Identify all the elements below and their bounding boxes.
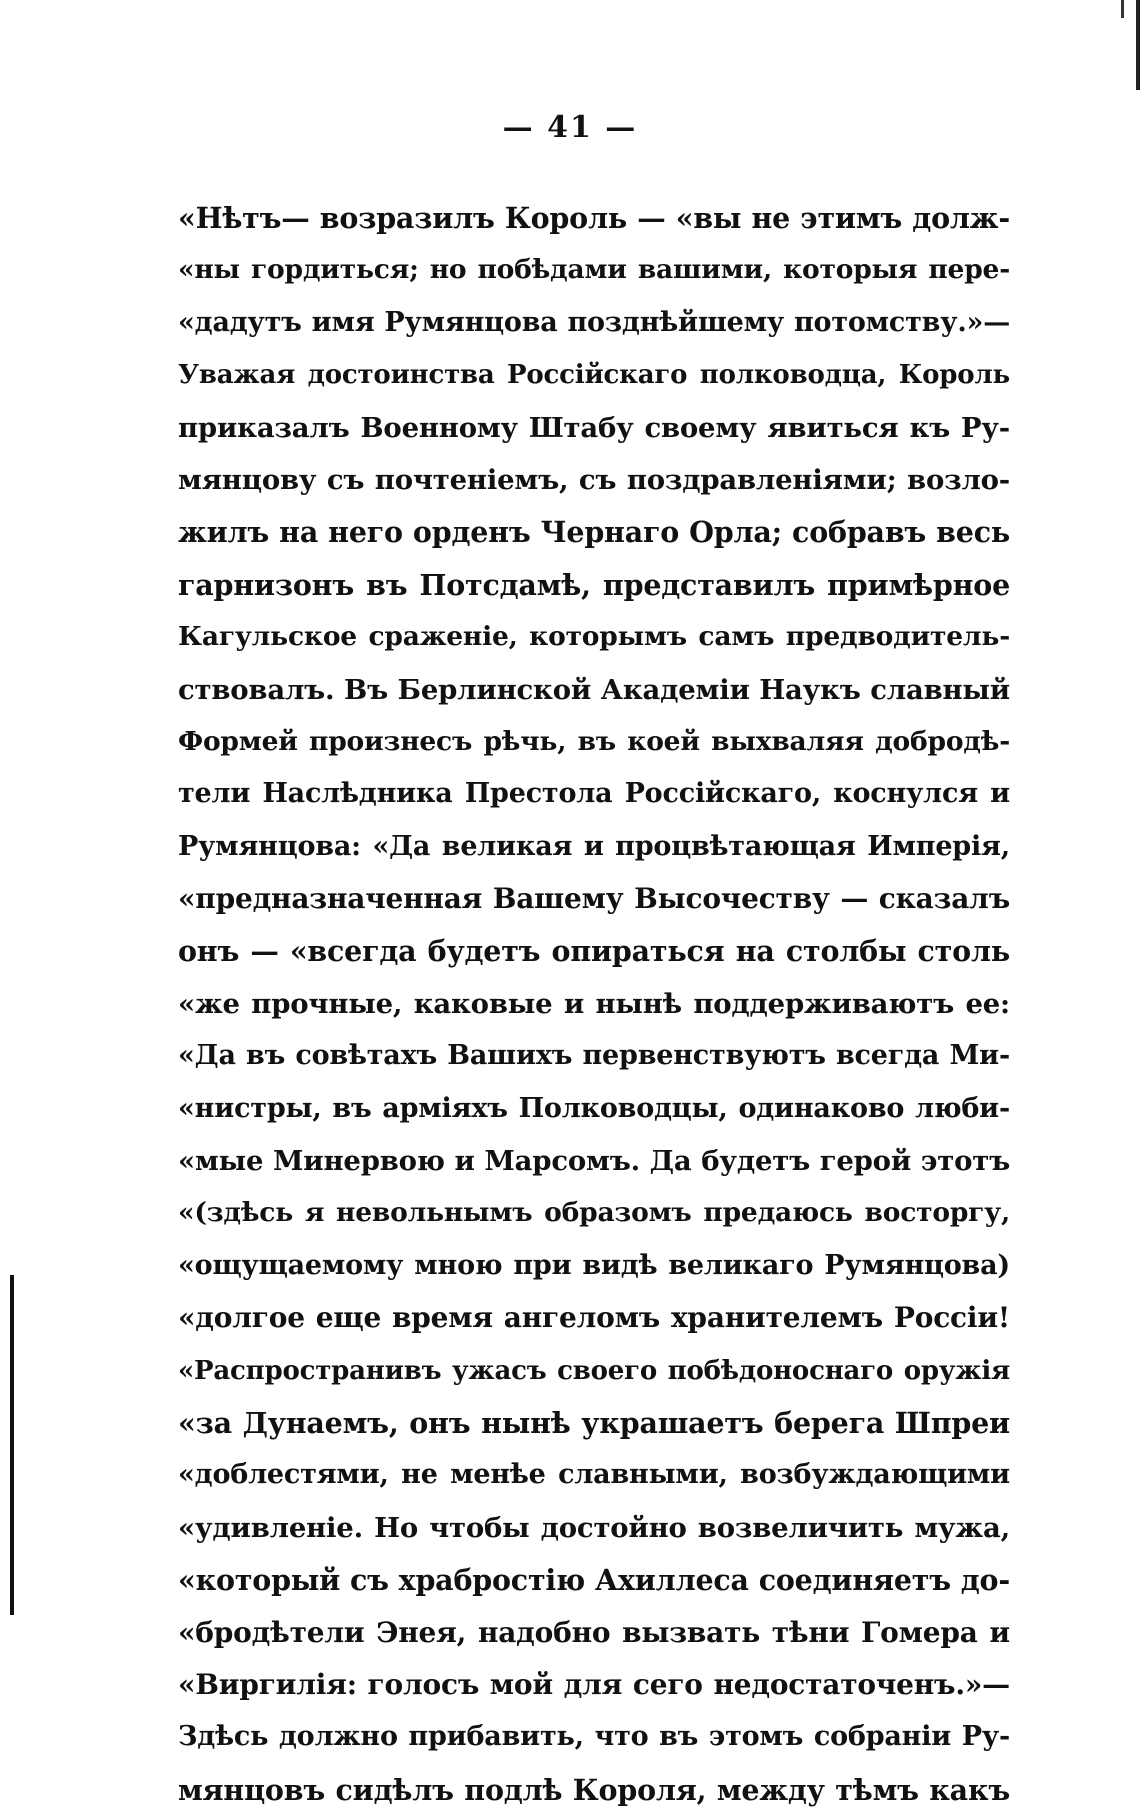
page-edge-mark	[1136, 0, 1140, 90]
page-edge-dash	[1121, 0, 1124, 18]
text-line: онъ — «всегда будетъ опираться на столбы столь	[178, 934, 1010, 969]
text-line: «удивленіе. Но чтобы достойно возвеличить мужа,	[178, 1511, 1010, 1544]
text-line: «ощущаемому мною при видѣ великаго Румянцова)	[178, 1249, 1010, 1281]
text-line: мянцовъ сидѣлъ подлѣ Короля, между тѣмъ какъ	[178, 1772, 1010, 1807]
text-line: гарнизонъ въ Потсдамѣ, представилъ примѣрное	[178, 567, 1010, 602]
text-line: Уважая достоинства Россійскаго полководца, Король	[178, 360, 1010, 391]
text-line: «за Дунаемъ, онъ нынѣ украшаетъ берега Шпреи	[178, 1405, 1010, 1440]
text-line: «мые Минервою и Марсомъ. Да будетъ герой этотъ	[178, 1145, 1010, 1178]
text-line: жилъ на него орденъ Чернаго Орла; собравъ весь	[178, 515, 1010, 550]
text-line: Кагульское сраженіе, которымъ самъ предводитель-	[178, 621, 1010, 653]
text-line: «Распространивъ ужасъ своего побѣдоноснаго оружія	[178, 1355, 1010, 1386]
text-line: приказалъ Военному Штабу своему явиться къ Ру-	[178, 411, 1010, 444]
text-line: ствовалъ. Въ Берлинской Академіи Наукъ славный	[178, 673, 1010, 706]
text-line: «доблестями, не менѣе славными, возбуждающими	[178, 1459, 1010, 1491]
text-line: «же прочные, каковые и нынѣ поддерживаютъ ее:	[178, 987, 1010, 1020]
text-line: «(здѣсь я невольнымъ образомъ предаюсь восторгу,	[178, 1197, 1010, 1229]
text-line: «Виргилія: голосъ мой для сего недостаточенъ.»—	[178, 1667, 1010, 1701]
text-line: Румянцова: «Да великая и процвѣтающая Имперія,	[178, 830, 1010, 862]
text-line: «который съ храбростію Ахиллеса соединяетъ до-	[178, 1563, 1010, 1598]
text-line: мянцову съ почтеніемъ, съ поздравленіями; возло-	[178, 463, 1010, 496]
text-line: «Нѣтъ— возразилъ Король — «вы не этимъ долж-	[178, 201, 1010, 235]
body-text	[178, 192, 1010, 1816]
text-line: «предназначенная Вашему Высочеству — сказалъ	[178, 882, 1010, 916]
text-line: Формей произнесъ рѣчь, въ коей выхваляя добродѣ-	[178, 725, 1010, 757]
binding-mark	[10, 1275, 14, 1615]
text-line: «Да въ совѣтахъ Вашихъ первенствуютъ всегда Ми-	[178, 1040, 1010, 1072]
text-line: Здѣсь должно прибавить, что въ этомъ собраніи Ру-	[178, 1721, 1010, 1753]
text-line: «долгое еще время ангеломъ хранителемъ Россіи!	[178, 1301, 1010, 1335]
text-line: «дадутъ имя Румянцова позднѣйшему потомству.»—	[178, 306, 1010, 338]
text-line: «нистры, въ арміяхъ Полководцы, одинаково люби-	[178, 1092, 1010, 1124]
page-number: — 41 —	[502, 110, 638, 145]
text-line: «ны гордиться; но побѣдами вашими, которыя пере-	[178, 254, 1010, 286]
text-line: тели Наслѣдника Престола Россійскаго, коснулся и	[178, 778, 1010, 810]
text-line: «бродѣтели Энея, надобно вызвать тѣни Гомера и	[178, 1615, 1010, 1649]
